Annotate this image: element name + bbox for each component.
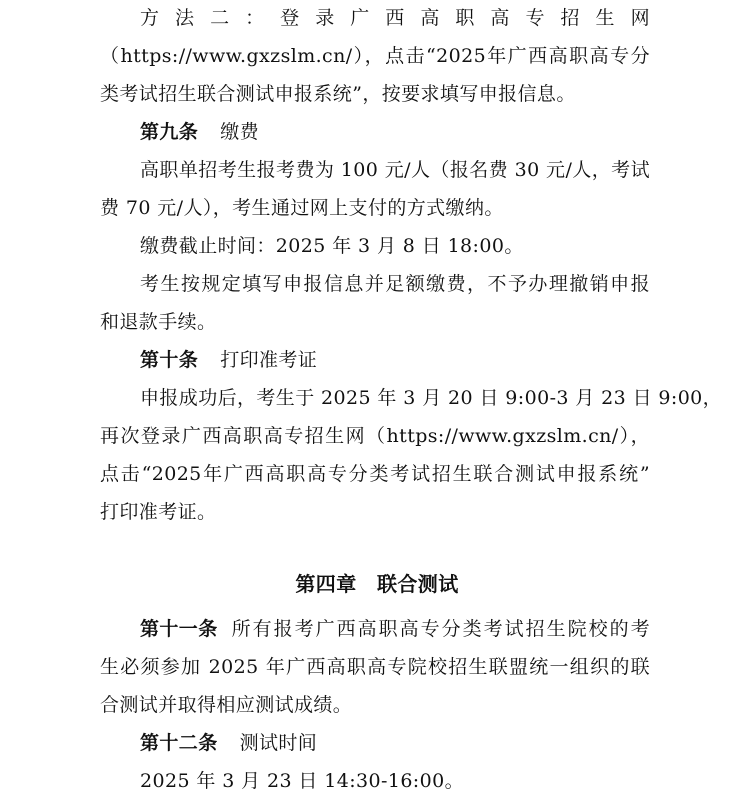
paragraph-line: 所有报考广西高职高专分类考试招生院校的考: [231, 618, 650, 640]
paragraph-line: 再次登录广西高职高专招生网（https://www.gxzslm.cn/），: [100, 425, 650, 447]
chapter-heading: 第四章 联合测试: [295, 572, 459, 596]
article-number: 第十一条: [140, 618, 218, 640]
paragraph-line: 生必须参加 2025 年广西高职高专院校招生联盟统一组织的联: [100, 656, 650, 678]
paragraph-line: 申报成功后，考生于 2025 年 3 月 20 日 9:00-3 月 23 日 9:00，: [140, 387, 723, 409]
paragraph-line: 方 法 二 ： 登 录 广 西 高 职 高 专 招 生 网: [140, 7, 650, 29]
article-heading: [140, 617, 650, 641]
article-heading: [140, 731, 317, 755]
paragraph-line: 和退款手续。: [100, 311, 217, 333]
article-heading: [140, 348, 317, 372]
paragraph-line: 缴费截止时间：2025 年 3 月 8 日 18:00。: [140, 235, 524, 257]
paragraph-line: 打印准考证。: [100, 501, 217, 523]
paragraph-line: （https://www.gxzslm.cn/），点击“2025年广西高职高专分: [100, 45, 650, 67]
paragraph-line: 费 70 元/人），考生通过网上支付的方式缴纳。: [100, 197, 504, 219]
paragraph-line: 高职单招考生报考费为 100 元/人（报名费 30 元/人，考试: [140, 159, 650, 181]
paragraph-line: 2025 年 3 月 23 日 14:30-16:00。: [140, 770, 464, 792]
paragraph-line: 类考试招生联合测试申报系统”，按要求填写申报信息。: [100, 83, 576, 105]
article-number: 第十二条: [140, 732, 218, 754]
article-title: 打印准考证: [220, 349, 318, 371]
paragraph-line: 合测试并取得相应测试成绩。: [100, 694, 353, 716]
article-number: 第九条: [140, 121, 199, 143]
paragraph-line: 考生按规定填写申报信息并足额缴费，不予办理撤销申报: [140, 273, 650, 295]
article-title: 缴费: [220, 121, 260, 143]
article-title: 测试时间: [239, 732, 318, 754]
article-heading: [140, 120, 259, 144]
article-number: 第十条: [140, 349, 199, 371]
paragraph-line: 点击“2025年广西高职高专分类考试招生联合测试申报系统”: [100, 463, 650, 485]
